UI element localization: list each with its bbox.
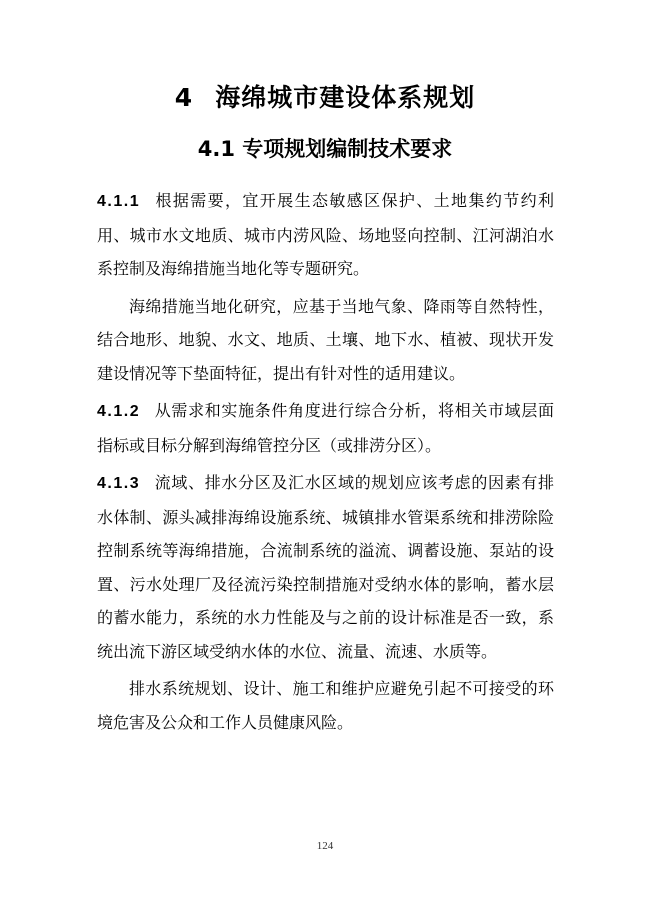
paragraph-continuation [97, 290, 554, 391]
clause-number: 4.1.3 [97, 475, 141, 492]
section-title: 4.1 专项规划编制技术要求 [197, 137, 453, 161]
paragraph-text: 海绵措施当地化研究，应基于当地气象、降雨等自然特性，结合地形、地貌、水文、地质、土壤、地下水、植被、现状开发建设情况等下垫面特征，提出有针对性的适用建议。 [97, 296, 554, 383]
body-text [97, 184, 554, 743]
chapter-number: 4 [174, 83, 194, 112]
paragraph-text: 流域、排水分区及汇水区域的规划应该考虑的因素有排水体制、源头减排海绵设施系统、城镇排水管渠系统和排涝除险控制系统等海绵措施，合流制系统的溢流、调蓄设施、泵站的设置、污水处理厂及径流污染控制措施对受纳水体的影响，蓄水层的蓄水能力，系统的水力性能及与之前的设计标准是否一致，系统出流下游区域受纳水体的水位、流量、流速、水质等。 [97, 473, 554, 661]
chapter-title [0, 80, 650, 116]
paragraph-text: 根据需要，宜开展生态敏感区保护、土地集约节约利用、城市水文地质、城市内涝风险、场地竖向控制、江河湖泊水系控制及海绵措施当地化等专题研究。 [97, 191, 554, 278]
clause-number: 4.1.1 [97, 193, 141, 210]
page-number: 124 [316, 840, 334, 852]
paragraph-4-1-3 [97, 466, 554, 668]
paragraph-text: 从需求和实施条件角度进行综合分析，将相关市域层面指标或目标分解到海绵管控分区（或排涝分区）。 [97, 401, 554, 455]
clause-number: 4.1.2 [97, 403, 141, 420]
paragraph-4-1-2 [97, 394, 554, 462]
paragraph-text: 排水系统规划、设计、施工和维护应避免引起不可接受的环境危害及公众和工作人员健康风险。 [97, 679, 554, 732]
paragraph-continuation [97, 672, 554, 739]
paragraph-4-1-1 [97, 184, 554, 286]
chapter-title-text: 海绵城市建设体系规划 [215, 83, 476, 112]
